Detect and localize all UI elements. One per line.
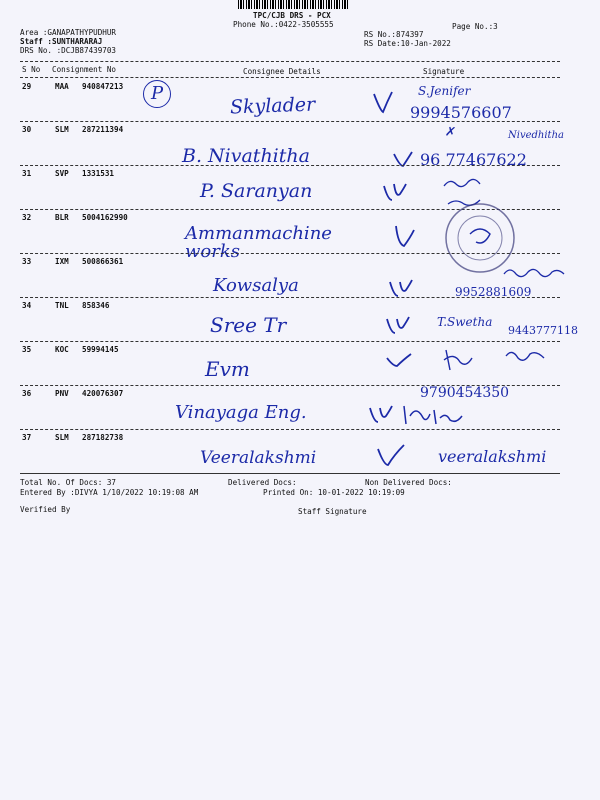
phone-number: Phone No.:0422-3505555 [233, 20, 334, 29]
consignee-handwriting: B. Nivathitha [182, 145, 310, 167]
signature-handwriting: S.Jenifer [418, 84, 471, 98]
row-number: 940847213 [82, 82, 124, 91]
row-sno: 32 [22, 213, 32, 222]
sheet-title: TPC/CJB DRS - PCX [253, 11, 331, 20]
check-mark-icon [376, 443, 406, 467]
consignee-handwriting: Skylader [229, 93, 316, 119]
row-sno: 30 [22, 125, 32, 134]
check-mark-icon [392, 222, 418, 250]
row-code: KOC [55, 345, 69, 354]
row-code: BLR [55, 213, 69, 222]
signature-scribble [440, 342, 560, 374]
non-delivered-docs: Non Delivered Docs: [365, 478, 452, 487]
phone-handwriting: 96 77467622 [420, 150, 527, 169]
drs-number: DRS No. :DCJB87439703 [20, 46, 117, 55]
check-mark-icon [372, 90, 394, 114]
row-sno: 29 [22, 82, 32, 91]
signature-scribble [500, 262, 570, 282]
divider [20, 473, 560, 474]
row-number: 1331531 [82, 169, 115, 178]
delivered-docs: Delivered Docs: [228, 478, 297, 487]
area-label: Area :GANAPATHYPUDHUR [20, 28, 117, 37]
consignee-handwriting: Veeralakshmi [200, 448, 317, 468]
consignee-handwriting: Evm [205, 357, 250, 381]
row-number: 500866361 [82, 257, 124, 266]
page-number: Page No.:3 [452, 22, 498, 31]
row-number: 287211394 [82, 125, 124, 134]
staff-label: Staff :SUNTHARARAJ [20, 37, 103, 46]
row-number: 59994145 [82, 345, 119, 354]
entered-by: Entered By :DIVYA 1/10/2022 10:19:08 AM [20, 488, 199, 497]
divider [20, 165, 560, 166]
phone-handwriting: 9443777118 [508, 324, 578, 337]
row-sno: 31 [22, 169, 32, 178]
rs-date: RS Date:10-Jan-2022 [364, 39, 451, 48]
consignee-handwriting: Kowsalya [213, 275, 299, 296]
check-mark-icon [382, 180, 408, 202]
phone-handwriting: 9952881609 [455, 285, 532, 299]
divider [20, 297, 560, 298]
divider [20, 429, 560, 430]
row-code: TNL [55, 301, 69, 310]
divider [20, 121, 560, 122]
staff-signature: Staff Signature [298, 507, 367, 516]
row-code: IXM [55, 257, 69, 266]
signature-handwriting: T.Swetha [437, 315, 493, 329]
phone-handwriting: 9994576607 [410, 103, 512, 122]
divider [20, 253, 560, 254]
row-sno: 37 [22, 433, 32, 442]
check-mark-icon [368, 404, 394, 424]
col-sno: S No [22, 65, 41, 74]
divider [20, 77, 560, 78]
row-sno: 33 [22, 257, 32, 266]
verified-by: Verified By [20, 505, 71, 514]
row-code: SVP [55, 169, 69, 178]
signature-handwriting: veeralakshmi [438, 447, 547, 466]
signature-scribble [400, 402, 480, 428]
row-code: MAA [55, 82, 69, 91]
row-sno: 36 [22, 389, 32, 398]
p-mark: P [143, 80, 171, 108]
row-number: 5004162990 [82, 213, 128, 222]
consignee-handwriting: P. Saranyan [200, 180, 313, 202]
row-number: 420076307 [82, 389, 124, 398]
signature-x-mark: ✗ [444, 124, 457, 141]
row-sno: 34 [22, 301, 32, 310]
consignee-handwriting: Sree Tr [210, 313, 287, 337]
check-mark-icon [388, 278, 414, 298]
printed-on: Printed On: 10-01-2022 10:19:09 [263, 488, 405, 497]
col-consignment: Consignment No [52, 65, 117, 74]
signature-handwriting: Nivedhitha [508, 130, 564, 141]
consignee-handwriting: Ammanmachine works [185, 223, 332, 262]
row-code: SLM [55, 125, 69, 134]
col-signature: Signature [423, 67, 465, 76]
row-code: SLM [55, 433, 69, 442]
row-number: 287182738 [82, 433, 124, 442]
row-number: 858346 [82, 301, 110, 310]
row-sno: 35 [22, 345, 32, 354]
barcode [238, 0, 350, 9]
check-mark-icon [385, 352, 413, 368]
rs-number: RS No.:874397 [364, 30, 424, 39]
phone-handwriting: 9790454350 [420, 385, 510, 401]
col-consignee: Consignee Details [243, 67, 321, 76]
row-code: PNV [55, 389, 69, 398]
divider [20, 61, 560, 62]
total-docs: Total No. Of Docs: 37 [20, 478, 117, 487]
consignee-handwriting: Vinayaga Eng. [175, 402, 307, 423]
check-mark-icon [385, 315, 411, 335]
